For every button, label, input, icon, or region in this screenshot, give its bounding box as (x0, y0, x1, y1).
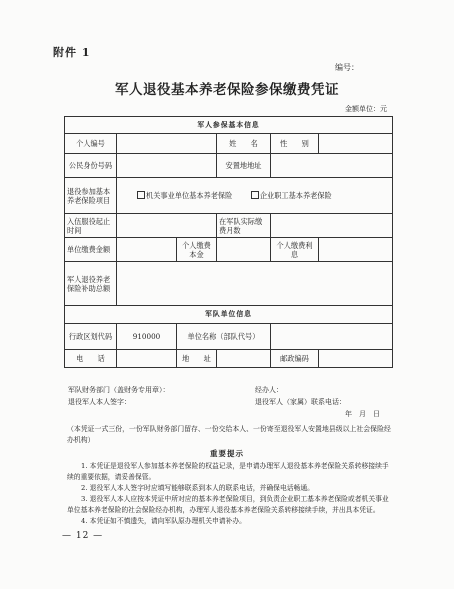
option-org-checkbox[interactable] (137, 191, 232, 200)
date-label: 年 月 日 (345, 410, 380, 418)
address-field[interactable] (217, 350, 271, 368)
table-row (65, 154, 393, 178)
division-code-value: 910000 (117, 324, 177, 350)
table-row (65, 350, 393, 368)
postal-code-field[interactable] (319, 350, 393, 368)
name-label: 姓 名 (217, 134, 271, 154)
placement-address-field[interactable] (271, 154, 393, 178)
gender-field[interactable] (319, 134, 393, 154)
subsidy-total-label: 军人退役养老保险补助总额 (65, 262, 117, 306)
table-row (65, 238, 393, 262)
notice-title: 重要提示 (210, 449, 244, 458)
id-number-label: 公民身份号码 (65, 154, 117, 178)
handler-label: 经办人： (255, 386, 283, 394)
list-item: 4. 本凭证如不慎遗失，请向军队原办理机关申请补办。 (81, 517, 246, 525)
subsidy-total-field[interactable] (117, 262, 393, 306)
table-row (65, 178, 393, 214)
list-item: 1. 本凭证是退役军人参加基本养老保险的权益记录，是申请办理军人退役基本养老保险关系转移接续手续的重要依据，请妥善保管。 (67, 462, 389, 481)
veteran-phone-label: 退役军人（家属）联系电话： (255, 398, 346, 406)
copies-note: （本凭证一式三份，一份军队财务部门留存、一份交给本人、一份寄至退役军人安置地县级以上社会保险经办机构） (67, 425, 391, 444)
personal-principal-label: 个人缴费本金 (177, 238, 217, 262)
table-row (65, 262, 393, 306)
postal-code-label: 邮政编码 (271, 350, 319, 368)
address-label: 地 址 (177, 350, 217, 368)
personal-id-field[interactable] (117, 134, 217, 154)
division-code-label: 行政区划代码 (65, 324, 117, 350)
personal-interest-label: 个人缴费利息 (271, 238, 319, 262)
option-enterprise-checkbox[interactable] (251, 191, 332, 200)
serial-number-label: 编号： (335, 63, 359, 72)
section-personal-header: 军人参保基本信息 (65, 117, 393, 134)
unit-name-field[interactable] (271, 324, 393, 350)
option-org-label: 机关事业单位基本养老保险 (146, 191, 233, 200)
payment-voucher-form (64, 116, 393, 368)
veteran-signature-label: 退役军人本人签字： (68, 398, 131, 406)
finance-dept-label: 军队财务部门（盖财务专用章）： (68, 386, 170, 394)
id-number-field[interactable] (117, 154, 217, 178)
unit-payment-field[interactable] (117, 238, 177, 262)
insurance-item-label: 退役参加基本养老保险项目 (65, 178, 117, 214)
placement-address-label: 安置地地址 (217, 154, 271, 178)
list-item: 2. 退役军人本人签字时应填写能够联系到本人的联系电话，并确保电话畅通。 (81, 484, 314, 492)
service-period-field[interactable] (117, 214, 217, 238)
personal-interest-field[interactable] (319, 238, 393, 262)
personal-id-label: 个人编号 (65, 134, 117, 154)
phone-field[interactable] (117, 350, 177, 368)
unit-name-label: 单位名称（部队代号） (177, 324, 271, 350)
checkbox-icon (251, 191, 259, 199)
payment-months-label: 在军队实际缴费月数 (217, 214, 271, 238)
table-row (65, 134, 393, 154)
page-number: — 12 — (62, 531, 104, 541)
attachment-label: 附件 1 (53, 46, 91, 59)
payment-months-field[interactable] (271, 214, 393, 238)
list-item: 3. 退役军人本人应按本凭证中所对应的基本养老保险项目，到负责企业职工基本养老保险或者机关事业单位基本养老保险的社会保险经办机构，办理军人退役基本养老保险关系转移接续手续，并出具本凭证。 (67, 495, 389, 514)
section-unit-header: 军队单位信息 (65, 306, 393, 324)
service-period-label: 入伍服役起止时间 (65, 214, 117, 238)
option-enterprise-label: 企业职工基本养老保险 (259, 191, 332, 200)
document-title: 军人退役基本养老保险参保缴费凭证 (115, 82, 339, 98)
gender-label: 性 别 (271, 134, 319, 154)
notice-list (67, 461, 395, 527)
checkbox-icon (137, 191, 145, 199)
table-row (65, 214, 393, 238)
currency-unit: 金额单位：元 (345, 105, 387, 113)
phone-label: 电 话 (65, 350, 117, 368)
table-row (65, 324, 393, 350)
personal-principal-field[interactable] (217, 238, 271, 262)
unit-payment-label: 单位缴费金额 (65, 238, 117, 262)
